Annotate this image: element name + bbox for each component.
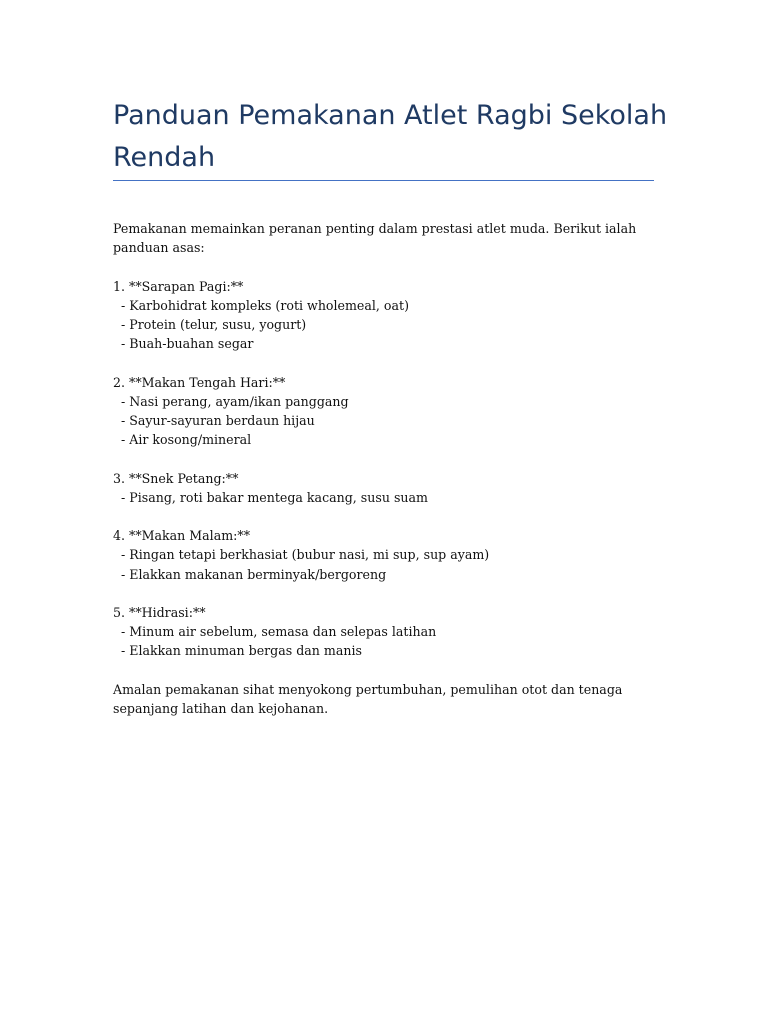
list-item: - Karbohidrat kompleks (roti wholemeal, oat) — [121, 297, 409, 313]
section-hydration — [113, 603, 658, 661]
title-underline — [113, 180, 654, 181]
list-item: - Air kosong/mineral — [121, 432, 252, 448]
spacer — [113, 584, 658, 603]
section-heading: 4. **Makan Malam:** — [113, 528, 250, 544]
section-heading: 5. **Hidrasi:** — [113, 604, 206, 620]
section-breakfast — [113, 277, 658, 354]
list-item: - Buah-buahan segar — [121, 336, 254, 352]
section-snack — [113, 469, 658, 507]
list-item: - Elakkan minuman bergas dan manis — [121, 643, 362, 659]
spacer — [113, 507, 658, 526]
section-heading: 1. **Sarapan Pagi:** — [113, 278, 244, 294]
document-body — [113, 219, 658, 718]
section-dinner — [113, 526, 658, 584]
spacer — [113, 449, 658, 468]
document-title: Panduan Pemakanan Atlet Ragbi Sekolah Rendah — [113, 100, 668, 173]
list-item: - Pisang, roti bakar mentega kacang, susu suam — [121, 489, 428, 505]
spacer — [113, 353, 658, 372]
section-heading: 2. **Makan Tengah Hari:** — [113, 374, 286, 390]
list-item: - Sayur-sayuran berdaun hijau — [121, 413, 315, 428]
spacer — [113, 661, 658, 680]
intro-paragraph: Pemakanan memainkan peranan penting dalam prestasi atlet muda. Berikut ialah panduan asas: — [113, 221, 637, 256]
list-item: - Minum air sebelum, semasa dan selepas latihan — [121, 624, 437, 640]
list-item: - Protein (telur, susu, yogurt) — [121, 317, 307, 332]
list-item: - Nasi perang, ayam/ikan panggang — [121, 393, 349, 409]
conclusion-paragraph: Amalan pemakanan sihat menyokong pertumbuhan, pemulihan otot dan tenaga sepanjang latihan dan kejohanan. — [113, 681, 623, 716]
list-item: - Elakkan makanan berminyak/bergoreng — [121, 566, 387, 582]
section-lunch — [113, 373, 658, 450]
spacer — [113, 257, 658, 276]
section-heading: 3. **Snek Petang:** — [113, 470, 239, 486]
list-item: - Ringan tetapi berkhasiat (bubur nasi, mi sup, sup ayam) — [121, 547, 490, 563]
